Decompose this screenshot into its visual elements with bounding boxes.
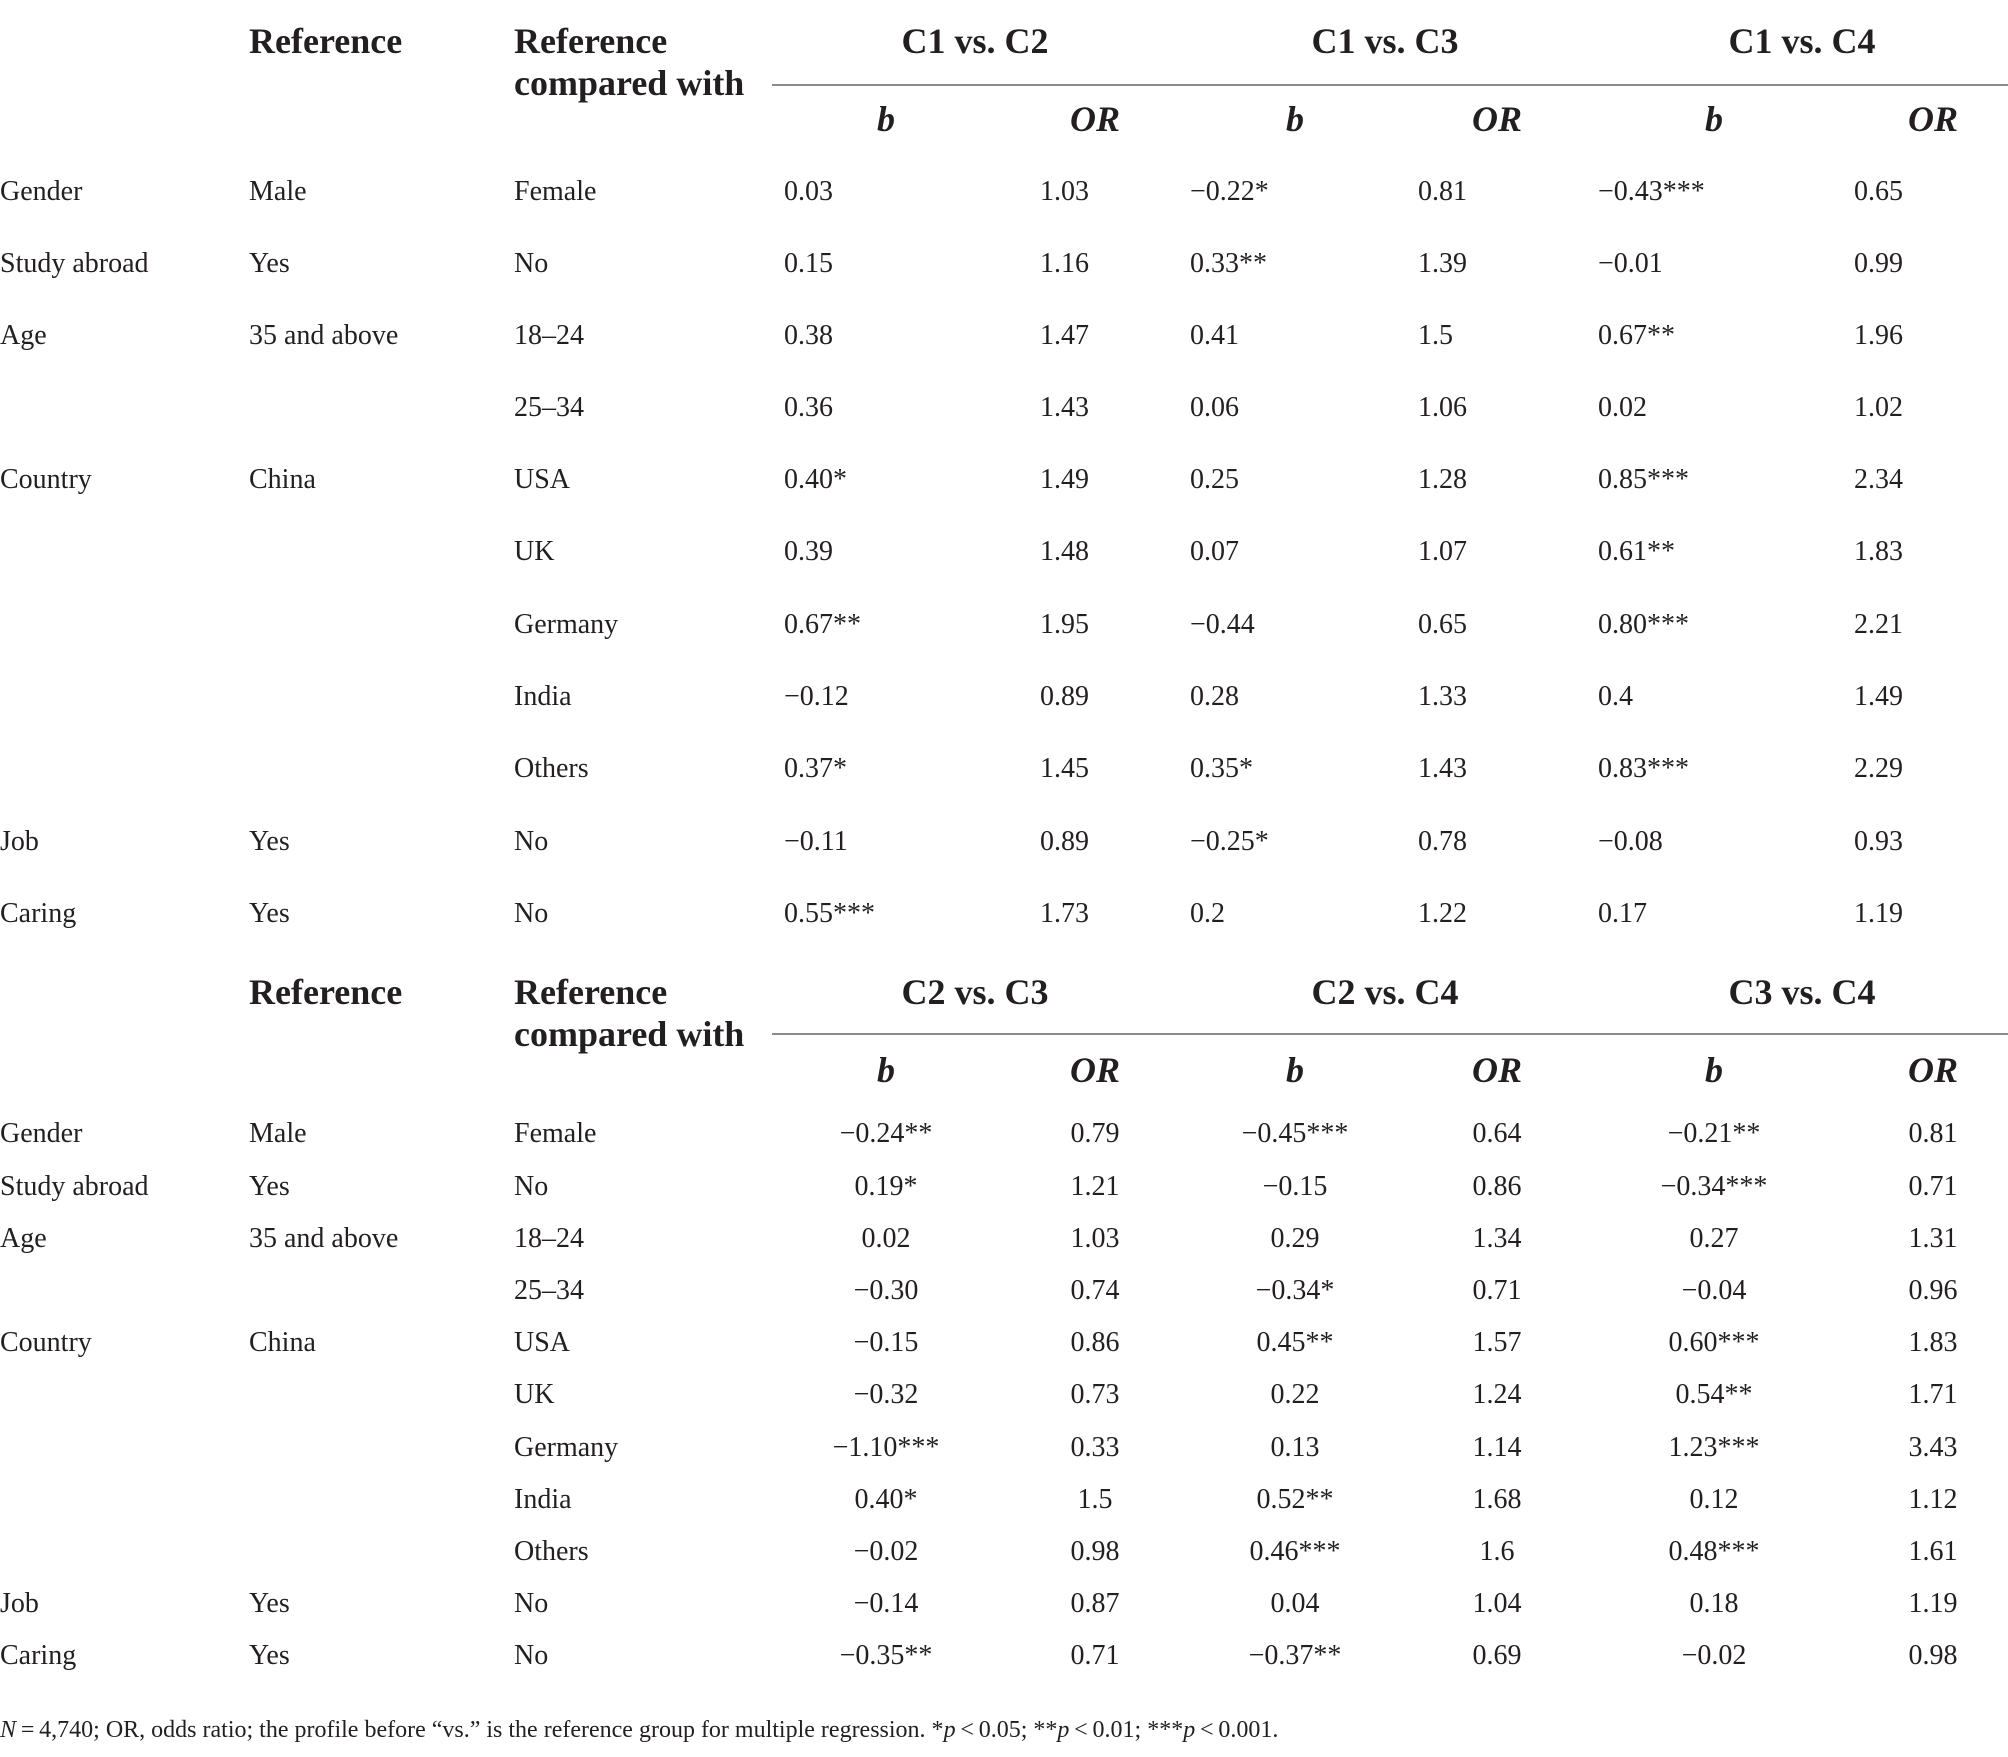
cell-b: 0.55*** [784,898,875,929]
header-comparison: C2 vs. C4 [1311,972,1459,1012]
cell-or: 0.78 [1418,826,1467,857]
cell-or: 2.29 [1854,753,1903,784]
row-compared: USA [514,1327,571,1358]
cell-b: −0.34* [1255,1275,1335,1306]
header-or: OR [1069,1050,1120,1090]
footnote-text-1: = 4,740; OR, odds ratio; the profile before “vs.” is the reference group for multiple regression. * [16,1717,944,1743]
cell-or: 1.49 [1040,464,1089,495]
cell-or: 1.47 [1040,320,1089,351]
header-compared-with-line2: compared with [514,1014,745,1054]
cell-b: −0.14 [853,1588,919,1619]
cell-or: 0.86 [1070,1327,1120,1358]
cell-or: 1.14 [1472,1432,1522,1463]
header-b: b [877,1050,895,1090]
cell-or: 1.95 [1040,609,1089,640]
cell-or: 1.22 [1418,898,1467,929]
row-reference: China [249,464,316,495]
header-reference: Reference [249,972,403,1012]
cell-b: 0.12 [1689,1484,1739,1515]
cell-b: 0.61** [1598,536,1675,567]
cell-or: 1.57 [1472,1327,1522,1358]
cell-or: 1.03 [1040,176,1089,207]
cell-or: 1.19 [1854,898,1903,929]
header-b: b [1705,99,1723,139]
row-compared: 25–34 [514,392,584,423]
header-compared-with-line1: Reference [514,21,668,61]
header-comparison: C3 vs. C4 [1728,972,1876,1012]
cell-or: 0.73 [1070,1379,1120,1410]
row-compared: 25–34 [514,1275,584,1306]
cell-or: 1.96 [1854,320,1903,351]
cell-b: 0.25 [1190,464,1239,495]
cell-b: −0.45*** [1241,1118,1349,1149]
header-b: b [1286,1050,1304,1090]
cell-or: 1.45 [1040,753,1089,784]
cell-b: 0.36 [784,392,833,423]
cell-b: 1.23*** [1668,1432,1760,1463]
cell-b: −0.02 [1681,1640,1747,1671]
cell-b: 0.67** [1598,320,1675,351]
row-variable: Gender [0,1118,83,1149]
cell-or: 1.39 [1418,248,1467,279]
row-reference: Yes [249,1640,290,1671]
cell-b: −0.15 [853,1327,919,1358]
row-variable: Gender [0,176,83,207]
header-or: OR [1471,99,1522,139]
cell-or: 1.6 [1479,1536,1515,1567]
row-compared: Others [514,1536,589,1567]
cell-or: 0.71 [1070,1640,1120,1671]
cell-or: 1.83 [1908,1327,1958,1358]
cell-b: −0.08 [1598,826,1663,857]
cell-or: 0.74 [1070,1275,1120,1306]
row-reference: Yes [249,898,290,929]
cell-b: 0.46*** [1249,1536,1341,1567]
row-compared: USA [514,464,571,495]
cell-b: 0.60*** [1668,1327,1760,1358]
cell-or: 1.5 [1077,1484,1113,1515]
header-b: b [877,99,895,139]
cell-b: 0.03 [784,176,833,207]
row-compared: 18–24 [514,1223,584,1254]
cell-or: 0.33 [1070,1432,1120,1463]
row-reference: China [249,1327,316,1358]
header-or: OR [1471,1050,1522,1090]
cell-or: 1.34 [1472,1223,1522,1254]
cell-or: 0.99 [1854,248,1903,279]
cell-or: 1.19 [1908,1588,1958,1619]
cell-b: −0.01 [1598,248,1663,279]
row-variable: Job [0,1588,39,1619]
cell-b: 0.13 [1270,1432,1320,1463]
cell-b: 0.83*** [1598,753,1689,784]
row-compared: Others [514,753,589,784]
cell-or: 0.64 [1472,1118,1522,1149]
header-comparison: C1 vs. C4 [1728,21,1876,61]
cell-b: −0.32 [853,1379,919,1410]
row-variable: Age [0,1223,47,1254]
cell-or: 1.28 [1418,464,1467,495]
cell-or: 0.89 [1040,681,1089,712]
row-variable: Caring [0,1640,77,1671]
cell-b: 0.28 [1190,681,1239,712]
row-compared: No [514,1171,549,1202]
cell-b: −0.22* [1190,176,1269,207]
row-compared: UK [514,536,555,567]
cell-b: 0.2 [1190,898,1225,929]
header-compared-with-line2: compared with [514,63,745,103]
cell-or: 0.98 [1908,1640,1958,1671]
cell-or: 1.16 [1040,248,1089,279]
header-or: OR [1907,1050,1958,1090]
row-variable: Country [0,1327,92,1358]
cell-b: 0.80*** [1598,609,1689,640]
row-variable: Study abroad [0,1171,149,1202]
footnote-p3: p [1183,1717,1196,1743]
header-rule [772,1033,2008,1035]
cell-or: 0.93 [1854,826,1903,857]
row-compared: Germany [514,1432,619,1463]
row-variable: Job [0,826,39,857]
cell-or: 1.12 [1908,1484,1958,1515]
cell-or: 1.68 [1472,1484,1522,1515]
cell-or: 0.71 [1472,1275,1522,1306]
cell-b: −0.30 [853,1275,919,1306]
cell-b: 0.38 [784,320,833,351]
row-compared: No [514,1588,549,1619]
cell-or: 1.48 [1040,536,1089,567]
cell-b: 0.19* [854,1171,918,1202]
cell-or: 0.89 [1040,826,1089,857]
row-compared: Germany [514,609,619,640]
cell-or: 0.81 [1418,176,1467,207]
cell-b: 0.07 [1190,536,1239,567]
cell-or: 0.71 [1908,1171,1958,1202]
cell-b: 0.33** [1190,248,1267,279]
cell-b: 0.17 [1598,898,1647,929]
row-compared: Female [514,1118,597,1149]
cell-or: 2.34 [1854,464,1903,495]
header-b: b [1705,1050,1723,1090]
header-reference: Reference [249,21,403,61]
cell-b: 0.54** [1675,1379,1753,1410]
cell-or: 1.02 [1854,392,1903,423]
header-comparison: C1 vs. C2 [901,21,1049,61]
row-variable: Study abroad [0,248,149,279]
cell-or: 0.69 [1472,1640,1522,1671]
cell-b: 0.48*** [1668,1536,1760,1567]
row-reference: 35 and above [249,1223,399,1254]
footnote-text-4: < 0.001. [1195,1717,1279,1743]
cell-or: 1.43 [1418,753,1467,784]
row-reference: Male [249,1118,307,1149]
header-compared-with-line1: Reference [514,972,668,1012]
cell-or: 0.98 [1070,1536,1120,1567]
header-b: b [1286,99,1304,139]
cell-b: 0.18 [1689,1588,1739,1619]
cell-or: 2.21 [1854,609,1903,640]
header-or: OR [1069,99,1120,139]
header-rule [772,84,2008,86]
cell-or: 0.81 [1908,1118,1958,1149]
row-variable: Age [0,320,47,351]
cell-b: 0.41 [1190,320,1239,351]
cell-b: −1.10*** [832,1432,940,1463]
cell-b: −0.35** [839,1640,933,1671]
row-compared: No [514,898,549,929]
cell-b: 0.40* [784,464,847,495]
cell-b: 0.29 [1270,1223,1320,1254]
cell-b: 0.85*** [1598,464,1689,495]
cell-or: 1.5 [1418,320,1453,351]
row-variable: Caring [0,898,77,929]
cell-or: 0.87 [1070,1588,1120,1619]
cell-b: −0.21** [1667,1118,1761,1149]
row-compared: No [514,248,549,279]
row-reference: Yes [249,826,290,857]
cell-or: 1.43 [1040,392,1089,423]
cell-b: −0.43*** [1598,176,1705,207]
cell-or: 0.86 [1472,1171,1522,1202]
row-compared: India [514,1484,572,1515]
cell-or: 0.96 [1908,1275,1958,1306]
footnote-text-3: < 0.01; *** [1069,1717,1184,1743]
row-compared: India [514,681,572,712]
row-variable: Country [0,464,92,495]
row-compared: UK [514,1379,555,1410]
cell-or: 1.31 [1908,1223,1958,1254]
cell-b: −0.25* [1190,826,1269,857]
table-footnote [0,1717,1278,1744]
cell-b: −0.04 [1681,1275,1747,1306]
footnote-text-2: < 0.05; ** [955,1717,1058,1743]
row-reference: 35 and above [249,320,399,351]
row-compared: 18–24 [514,320,584,351]
row-compared: No [514,826,549,857]
cell-or: 0.65 [1418,609,1467,640]
cell-b: 0.15 [784,248,833,279]
cell-b: 0.52** [1256,1484,1334,1515]
cell-or: 0.65 [1854,176,1903,207]
cell-or: 1.21 [1070,1171,1120,1202]
cell-b: 0.27 [1689,1223,1739,1254]
cell-b: 0.4 [1598,681,1633,712]
cell-b: −0.02 [853,1536,919,1567]
cell-b: 0.37* [784,753,847,784]
cell-or: 1.33 [1418,681,1467,712]
header-comparison: C1 vs. C3 [1311,21,1459,61]
cell-b: −0.44 [1190,609,1255,640]
row-reference: Yes [249,1588,290,1619]
cell-b: −0.37** [1248,1640,1342,1671]
row-compared: Female [514,176,597,207]
row-reference: Yes [249,248,290,279]
cell-b: 0.45** [1256,1327,1334,1358]
row-compared: No [514,1640,549,1671]
cell-b: −0.34*** [1660,1171,1768,1202]
cell-b: 0.02 [1598,392,1647,423]
cell-or: 3.43 [1908,1432,1958,1463]
cell-b: −0.12 [784,681,849,712]
cell-or: 1.06 [1418,392,1467,423]
cell-b: −0.11 [784,826,848,857]
cell-b: 0.06 [1190,392,1239,423]
footnote-n: N [0,1717,17,1743]
footnote-p1: p [943,1717,956,1743]
cell-b: 0.35* [1190,753,1253,784]
cell-b: 0.22 [1270,1379,1320,1410]
cell-or: 1.07 [1418,536,1467,567]
row-reference: Yes [249,1171,290,1202]
cell-b: −0.24** [839,1118,933,1149]
cell-or: 1.24 [1472,1379,1522,1410]
header-or: OR [1907,99,1958,139]
cell-b: 0.67** [784,609,861,640]
cell-b: 0.04 [1270,1588,1320,1619]
cell-or: 1.03 [1070,1223,1120,1254]
cell-or: 0.79 [1070,1118,1120,1149]
cell-b: 0.02 [861,1223,911,1254]
cell-b: 0.40* [854,1484,918,1515]
cell-or: 1.61 [1908,1536,1958,1567]
row-reference: Male [249,176,307,207]
footnote-p2: p [1057,1717,1070,1743]
header-comparison: C2 vs. C3 [901,972,1049,1012]
cell-or: 1.83 [1854,536,1903,567]
cell-or: 1.71 [1908,1379,1958,1410]
cell-or: 1.49 [1854,681,1903,712]
cell-or: 1.04 [1472,1588,1522,1619]
cell-b: −0.15 [1262,1171,1328,1202]
cell-b: 0.39 [784,536,833,567]
cell-or: 1.73 [1040,898,1089,929]
